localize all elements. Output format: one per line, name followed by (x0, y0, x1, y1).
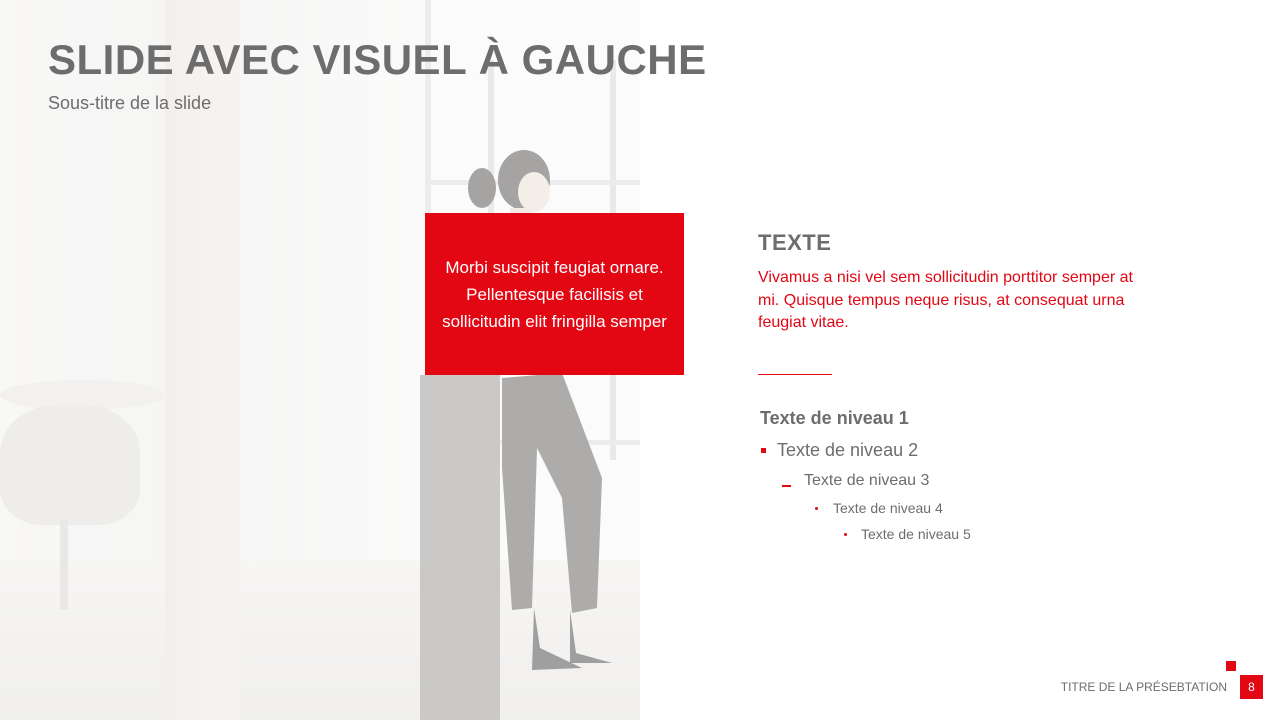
bullet-level-3: Texte de niveau 3 (804, 472, 930, 489)
divider-line (758, 374, 832, 375)
dot-bullet-icon (844, 533, 847, 536)
callout-box (425, 213, 684, 375)
callout-text: Morbi suscipit feugiat ornare. Pellentesque facilisis et sollicitudin elit fringilla semper (442, 257, 667, 331)
content-heading: TEXTE (758, 230, 832, 255)
square-bullet-icon (761, 448, 766, 453)
bullet-level-5: Texte de niveau 5 (861, 526, 971, 542)
dot-bullet-icon (815, 507, 818, 510)
content-intro: Vivamus a nisi vel sem sollicitudin porttitor semper at mi. Quisque tempus neque risus, at consequat urna feugiat vitae. (758, 269, 1133, 331)
brand-square-icon (1226, 661, 1236, 671)
slide-title: SLIDE AVEC VISUEL À GAUCHE (48, 36, 707, 83)
bullet-level-1: Texte de niveau 1 (760, 408, 909, 428)
slide-subtitle: Sous-titre de la slide (48, 93, 212, 113)
dash-bullet-icon (782, 485, 791, 487)
page-number-badge: 8 (1240, 675, 1263, 699)
bullet-level-4: Texte de niveau 4 (833, 500, 943, 516)
bullet-level-2: Texte de niveau 2 (777, 440, 919, 460)
footer-presentation-title: TITRE DE LA PRÉSEBTATION (1060, 680, 1227, 694)
